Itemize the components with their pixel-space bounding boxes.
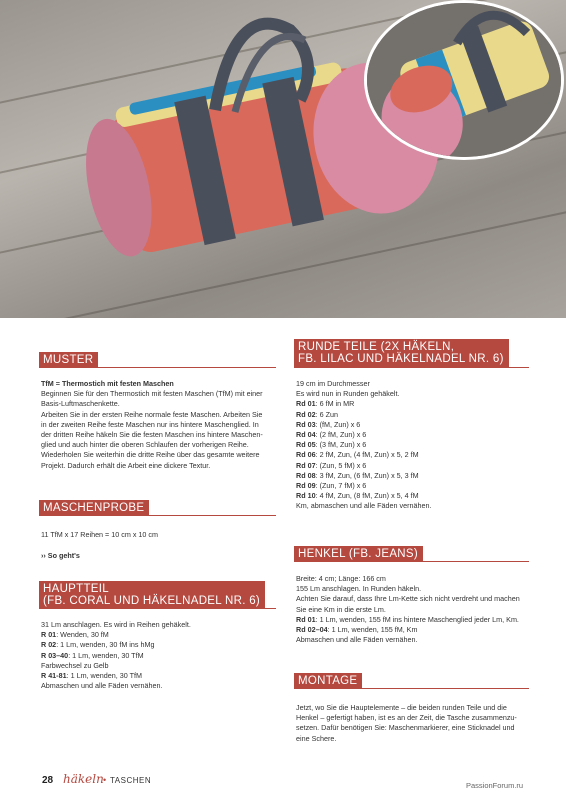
hauptteil-rule [39, 608, 276, 609]
hauptteil-heading: HAUPTTEIL (FB. CORAL UND HÄKELNADEL NR. 6) [39, 581, 265, 609]
footer-section-label: TASCHEN [110, 776, 152, 785]
montage-line: Henkel – gefertigt haben, ist es an der Zeit, die Tasche zusammenzu- [296, 713, 517, 723]
montage-line: eine Schere. [296, 733, 337, 743]
runde-teile-rule [294, 367, 529, 368]
runde-line: Rd 08: 3 fM, Zun, (6 fM, Zun) x 5, 3 fM [296, 470, 419, 480]
hauptteil-line: 31 Lm anschlagen. Es wird in Reihen gehäkelt. [41, 620, 191, 629]
montage-rule [294, 688, 529, 689]
muster-line: Projekt. Dadurch erhält die Arbeit eine dickere Textur. [41, 460, 211, 470]
henkel-rule [294, 561, 529, 562]
maschenprobe-rule [39, 515, 276, 516]
runde-line: Rd 05: (3 fM, Zun) x 6 [296, 440, 367, 450]
so-gehts-label: ›› So geht's [41, 551, 80, 561]
runde-line: Rd 03: (fM, Zun) x 6 [296, 419, 361, 429]
runde-line: 19 cm im Durchmesser [296, 379, 370, 388]
henkel-line: Sie eine Km in die erste Lm. [296, 604, 386, 614]
hauptteil-line: R 41-81: 1 Lm, wenden, 30 TfM [41, 671, 142, 681]
product-photo [0, 0, 566, 318]
muster-heading: MUSTER [39, 352, 98, 368]
muster-line: Beginnen Sie für den Thermostich mit festen Maschen (TfM) mit einer [41, 389, 263, 399]
hauptteil-line: R 01: Wenden, 30 fM [41, 630, 109, 640]
footer-separator: • [103, 775, 107, 785]
hauptteil-line: Farbwechsel zu Gelb [41, 660, 109, 670]
muster-text [41, 379, 281, 471]
runde-line: Km, abmaschen und alle Fäden vernähen. [296, 501, 432, 511]
page-number: 28 [42, 775, 54, 786]
muster-line: in der zweiten Reihe feste Maschen nur ins hintere Maschenglied. In [41, 419, 259, 429]
henkel-line: Rd 01: 1 Lm, wenden, 155 fM ins hintere Maschenglied jeder Lm, Km. [296, 614, 519, 624]
muster-line: TfM = Thermostich mit festen Maschen [41, 379, 174, 388]
montage-line: Jetzt, wo Sie die Hauptelemente – die beiden runden Teile und die [296, 703, 507, 712]
montage-line: setzen. Dafür benötigen Sie: Maschenmarkierer, eine Sticknadel und [296, 723, 515, 733]
hauptteil-line: R 03–40: 1 Lm, wenden, 30 TfM [41, 650, 144, 660]
muster-line: Wiederholen Sie weiterhin die dritte Reihe über das gesamte weitere [41, 450, 260, 460]
muster-rule [39, 367, 276, 368]
montage-text [296, 703, 541, 744]
henkel-line: Abmaschen und alle Fäden vernähen. [296, 635, 418, 645]
muster-line: Basis-Luftmaschenkette. [41, 399, 120, 409]
muster-line: der dritten Reihe häkeln Sie die festen Maschen ins hintere Maschen- [41, 430, 263, 440]
detail-inset-photo [364, 0, 564, 160]
henkel-heading: HENKEL (FB. JEANS) [294, 546, 423, 562]
gauge-line: 11 TfM x 17 Reihen = 10 cm x 10 cm [41, 530, 158, 539]
runde-line: Rd 06: 2 fM, Zun, (4 fM, Zun) x 5, 2 fM [296, 450, 419, 460]
runde-line: Rd 09: (Zun, 7 fM) x 6 [296, 481, 367, 491]
montage-heading: MONTAGE [294, 673, 362, 689]
maschenprobe-heading: MASCHENPROBE [39, 500, 149, 516]
runde-line: Rd 04: (2 fM, Zun) x 6 [296, 430, 367, 440]
runde-line: Es wird nun in Runden gehäkelt. [296, 389, 400, 399]
henkel-line: Rd 02–04: 1 Lm, wenden, 155 fM, Km [296, 625, 418, 635]
runde-line: Rd 01: 6 fM in MR [296, 399, 355, 409]
runde-line: Rd 10: 4 fM, Zun, (8 fM, Zun) x 5, 4 fM [296, 491, 419, 501]
hauptteil-line: R 02: 1 Lm, wenden, 30 fM ins hMg [41, 640, 155, 650]
henkel-text [296, 574, 541, 645]
magazine-brand: häkeln [63, 772, 104, 786]
runde-teile-text [296, 379, 536, 512]
runde-teile-heading: RUNDE TEILE (2X HÄKELN, FB. LILAC UND HÄKELNADEL NR. 6) [294, 339, 509, 367]
hauptteil-text [41, 620, 281, 691]
henkel-line: 155 Lm anschlagen. In Runden häkeln. [296, 584, 422, 594]
henkel-line: Breite: 4 cm; Länge: 166 cm [296, 574, 386, 583]
watermark: PassionForum.ru [466, 781, 524, 790]
runde-line: Rd 02: 6 Zun [296, 409, 338, 419]
henkel-line: Achten Sie darauf, dass Ihre Lm-Kette sich nicht verdreht und machen [296, 594, 520, 604]
runde-line: Rd 07: (Zun, 5 fM) x 6 [296, 460, 367, 470]
muster-line: glied und auch hinter die oberen Schlaufen der vorherigen Reihe. [41, 440, 249, 450]
muster-line: Arbeiten Sie in der ersten Reihe normale feste Maschen. Arbeiten Sie [41, 409, 263, 419]
maschenprobe-text [41, 530, 281, 561]
hauptteil-line: Abmaschen und alle Fäden vernähen. [41, 681, 163, 691]
